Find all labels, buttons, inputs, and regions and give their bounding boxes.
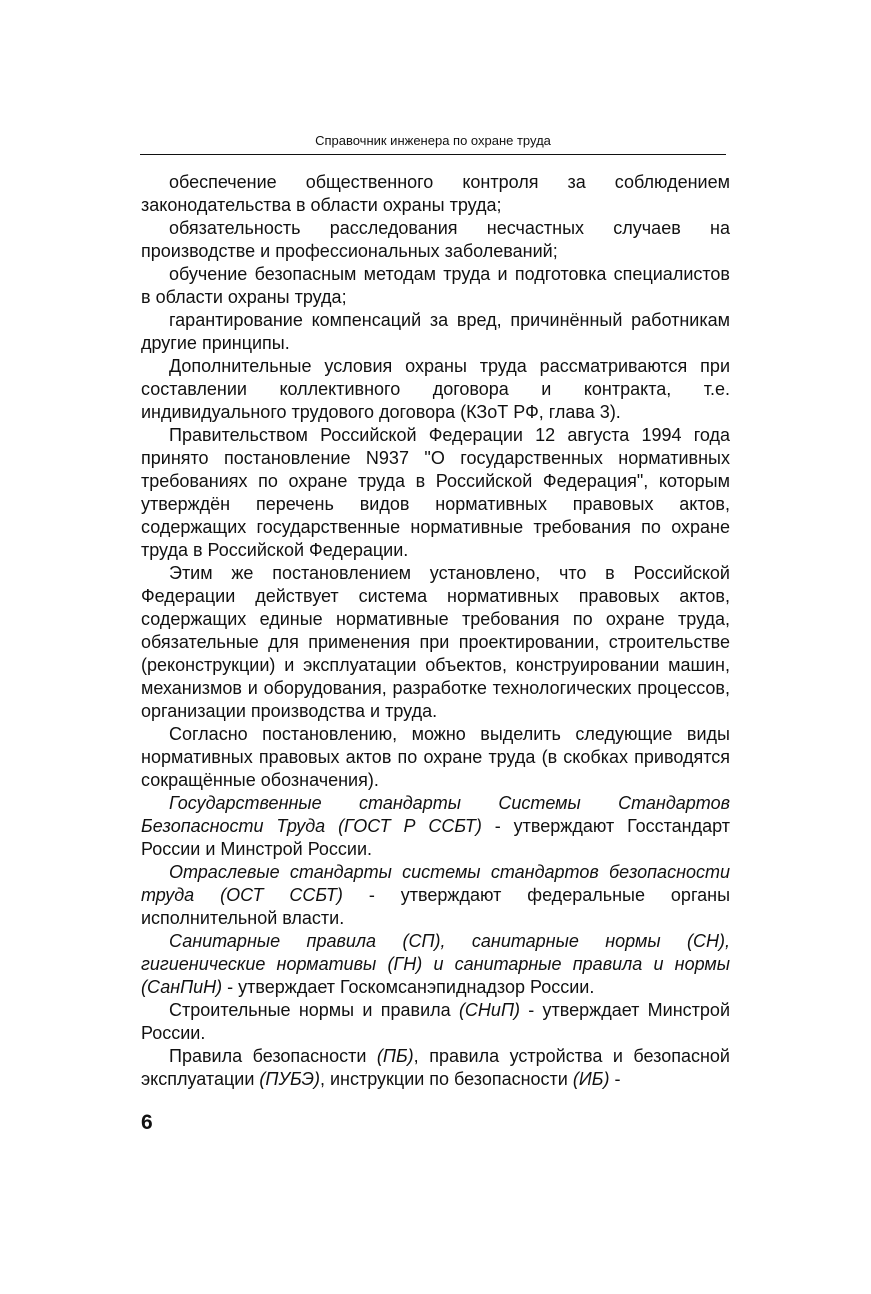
paragraph-government-decree: Правительством Российской Федерации 12 августа 1994 года принято постановление N937 "О государственных нормативных требованиях по охране труда в Российской Федерация", которым утверждён перечень видов нормативных правовых актов, содержащих государственные нормативные требования по охране труда в Российской Федерации. <box>141 425 730 560</box>
paragraph-public-control: обеспечение общественного контроля за соблюдением законодательства в области охраны труда; <box>141 172 730 215</box>
rules-tail: - <box>609 1069 621 1089</box>
page-number: 6 <box>141 1111 153 1134</box>
sanitary-approval: - утверждает Госкомсанэпиднадзор России. <box>222 977 595 997</box>
paragraph-safety-training: обучение безопасным методам труда и подготовка специалистов в области охраны труда; <box>141 264 730 307</box>
paragraph-snip <box>141 999 730 1045</box>
paragraph-regulatory-system: Этим же постановлением установлено, что в Российской Федерации действует система нормативных правовых актов, содержащих единые нормативные требования по охране труда, обязательные для применения при проектировании, строительстве (реконструкции) и эксплуатации объектов, конструировании машин, механизмов и оборудования, разработке технологических процессов, организации производства и труда. <box>141 563 730 721</box>
paragraph-act-types: Согласно постановлению, можно выделить следующие виды нормативных правовых актов по охране труда (в скобках приводятся сокращённые обозначения). <box>141 724 730 790</box>
gost-approval: - утверждают Госстандарт России и Минстрой России. <box>141 816 730 859</box>
paragraph-compensation: гарантирование компенсаций за вред, причинённый работникам другие принципы. <box>141 310 730 353</box>
rules-lead: Правила безопасности <box>169 1046 377 1066</box>
page-body <box>141 171 730 1091</box>
snip-lead: Строительные нормы и правила <box>169 1000 459 1020</box>
running-header: Справочник инженера по охране труда <box>315 133 551 148</box>
paragraph-accident-investigation: обязательность расследования несчастных случаев на производстве и профессиональных заболеваний; <box>141 218 730 261</box>
paragraph-gost-ssbt <box>141 792 730 861</box>
snip-abbreviation: (СНиП) <box>458 1000 520 1020</box>
rules-middle-2: , инструкции по безопасности <box>319 1069 573 1089</box>
paragraph-safety-rules <box>141 1045 730 1091</box>
rules-ib-abbreviation: (ИБ) <box>572 1069 610 1089</box>
rules-middle-1: , правила устройства и безопасной эксплуатации <box>141 1046 730 1089</box>
paragraph-ost-ssbt <box>141 861 730 930</box>
rules-pube-abbreviation: (ПУБЭ) <box>259 1069 320 1089</box>
gost-title: Государственные стандарты Системы Стандартов Безопасности Труда (ГОСТ Р ССБТ) <box>141 793 730 836</box>
snip-approval: - утверждает Минстрой России. <box>141 1000 730 1043</box>
header-rule <box>140 154 726 155</box>
paragraph-sanitary-rules <box>141 930 730 999</box>
rules-pb-abbreviation: (ПБ) <box>376 1046 414 1066</box>
ost-title: Отраслевые стандарты системы стандартов безопасности труда (ОСТ ССБТ) <box>141 862 730 905</box>
ost-approval: - утверждают федеральные органы исполнительной власти. <box>141 885 731 928</box>
paragraph-additional-conditions: Дополнительные условия охраны труда рассматриваются при составлении коллективного договора и контракта, т.е. индивидуального трудового договора (КЗоТ РФ, глава 3). <box>141 356 730 422</box>
sanitary-title: Санитарные правила (СП), санитарные нормы (СН), гигиенические нормативы (ГН) и санитарные правила и нормы (СанПиН) <box>141 931 730 997</box>
